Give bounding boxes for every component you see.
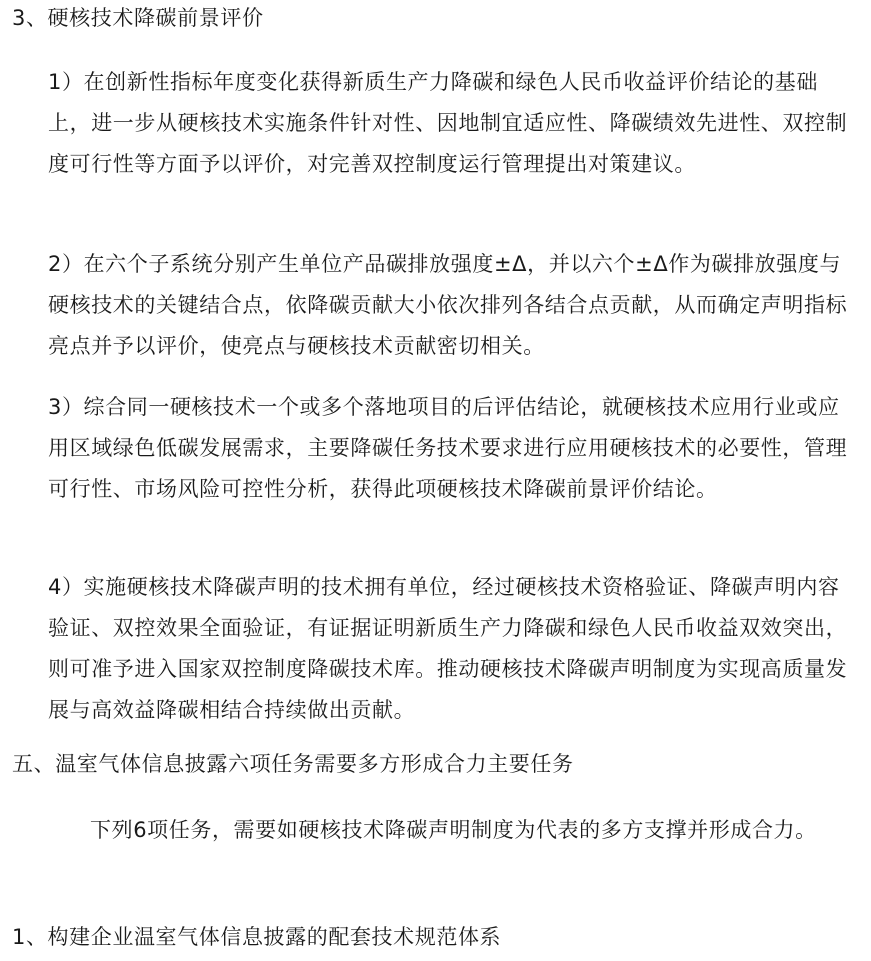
section-5-heading: 五、温室气体信息披露六项任务需要多方形成合力主要任务: [12, 752, 574, 776]
paragraph-item-2: 2）在六个子系统分别产生单位产品碳排放强度±Δ，并以六个±Δ作为碳排放强度与硬核技术的关键结合点，依降碳贡献大小依次排列各结合点贡献，从而确定声明指标亮点并予以评价，使亮点与硬核技术贡献密切相关。: [48, 252, 848, 358]
paragraph-item-3: 3）综合同一硬核技术一个或多个落地项目的后评估结论，就硬核技术应用行业或应用区域绿色低碳发展需求，主要降碳任务技术要求进行应用硬核技术的必要性，管理可行性、市场风险可控性分析，获得此项硬核技术降碳前景评价结论。: [48, 395, 848, 501]
paragraph-item-4: 4）实施硬核技术降碳声明的技术拥有单位，经过硬核技术资格验证、降碳声明内容验证、双控效果全面验证，有证据证明新质生产力降碳和绿色人民币收益双效突出，则可准予进入国家双控制度降碳技术库。推动硬核技术降碳声明制度为实现高质量发展与高效益降碳相结合持续做出贡献。: [48, 575, 848, 722]
paragraph-item-1: 1）在创新性指标年度变化获得新质生产力降碳和绿色人民币收益评价结论的基础上，进一步从硬核技术实施条件针对性、因地制宜适应性、降碳绩效先进性、双控制度可行性等方面予以评价，对完善双控制度运行管理提出对策建议。: [48, 70, 848, 176]
section-5-intro: 下列6项任务，需要如硬核技术降碳声明制度为代表的多方支撑并形成合力。: [90, 818, 817, 842]
section-3-heading: 3、硬核技术降碳前景评价: [12, 6, 264, 30]
section-5-subheading: 1、构建企业温室气体信息披露的配套技术规范体系: [12, 925, 502, 949]
